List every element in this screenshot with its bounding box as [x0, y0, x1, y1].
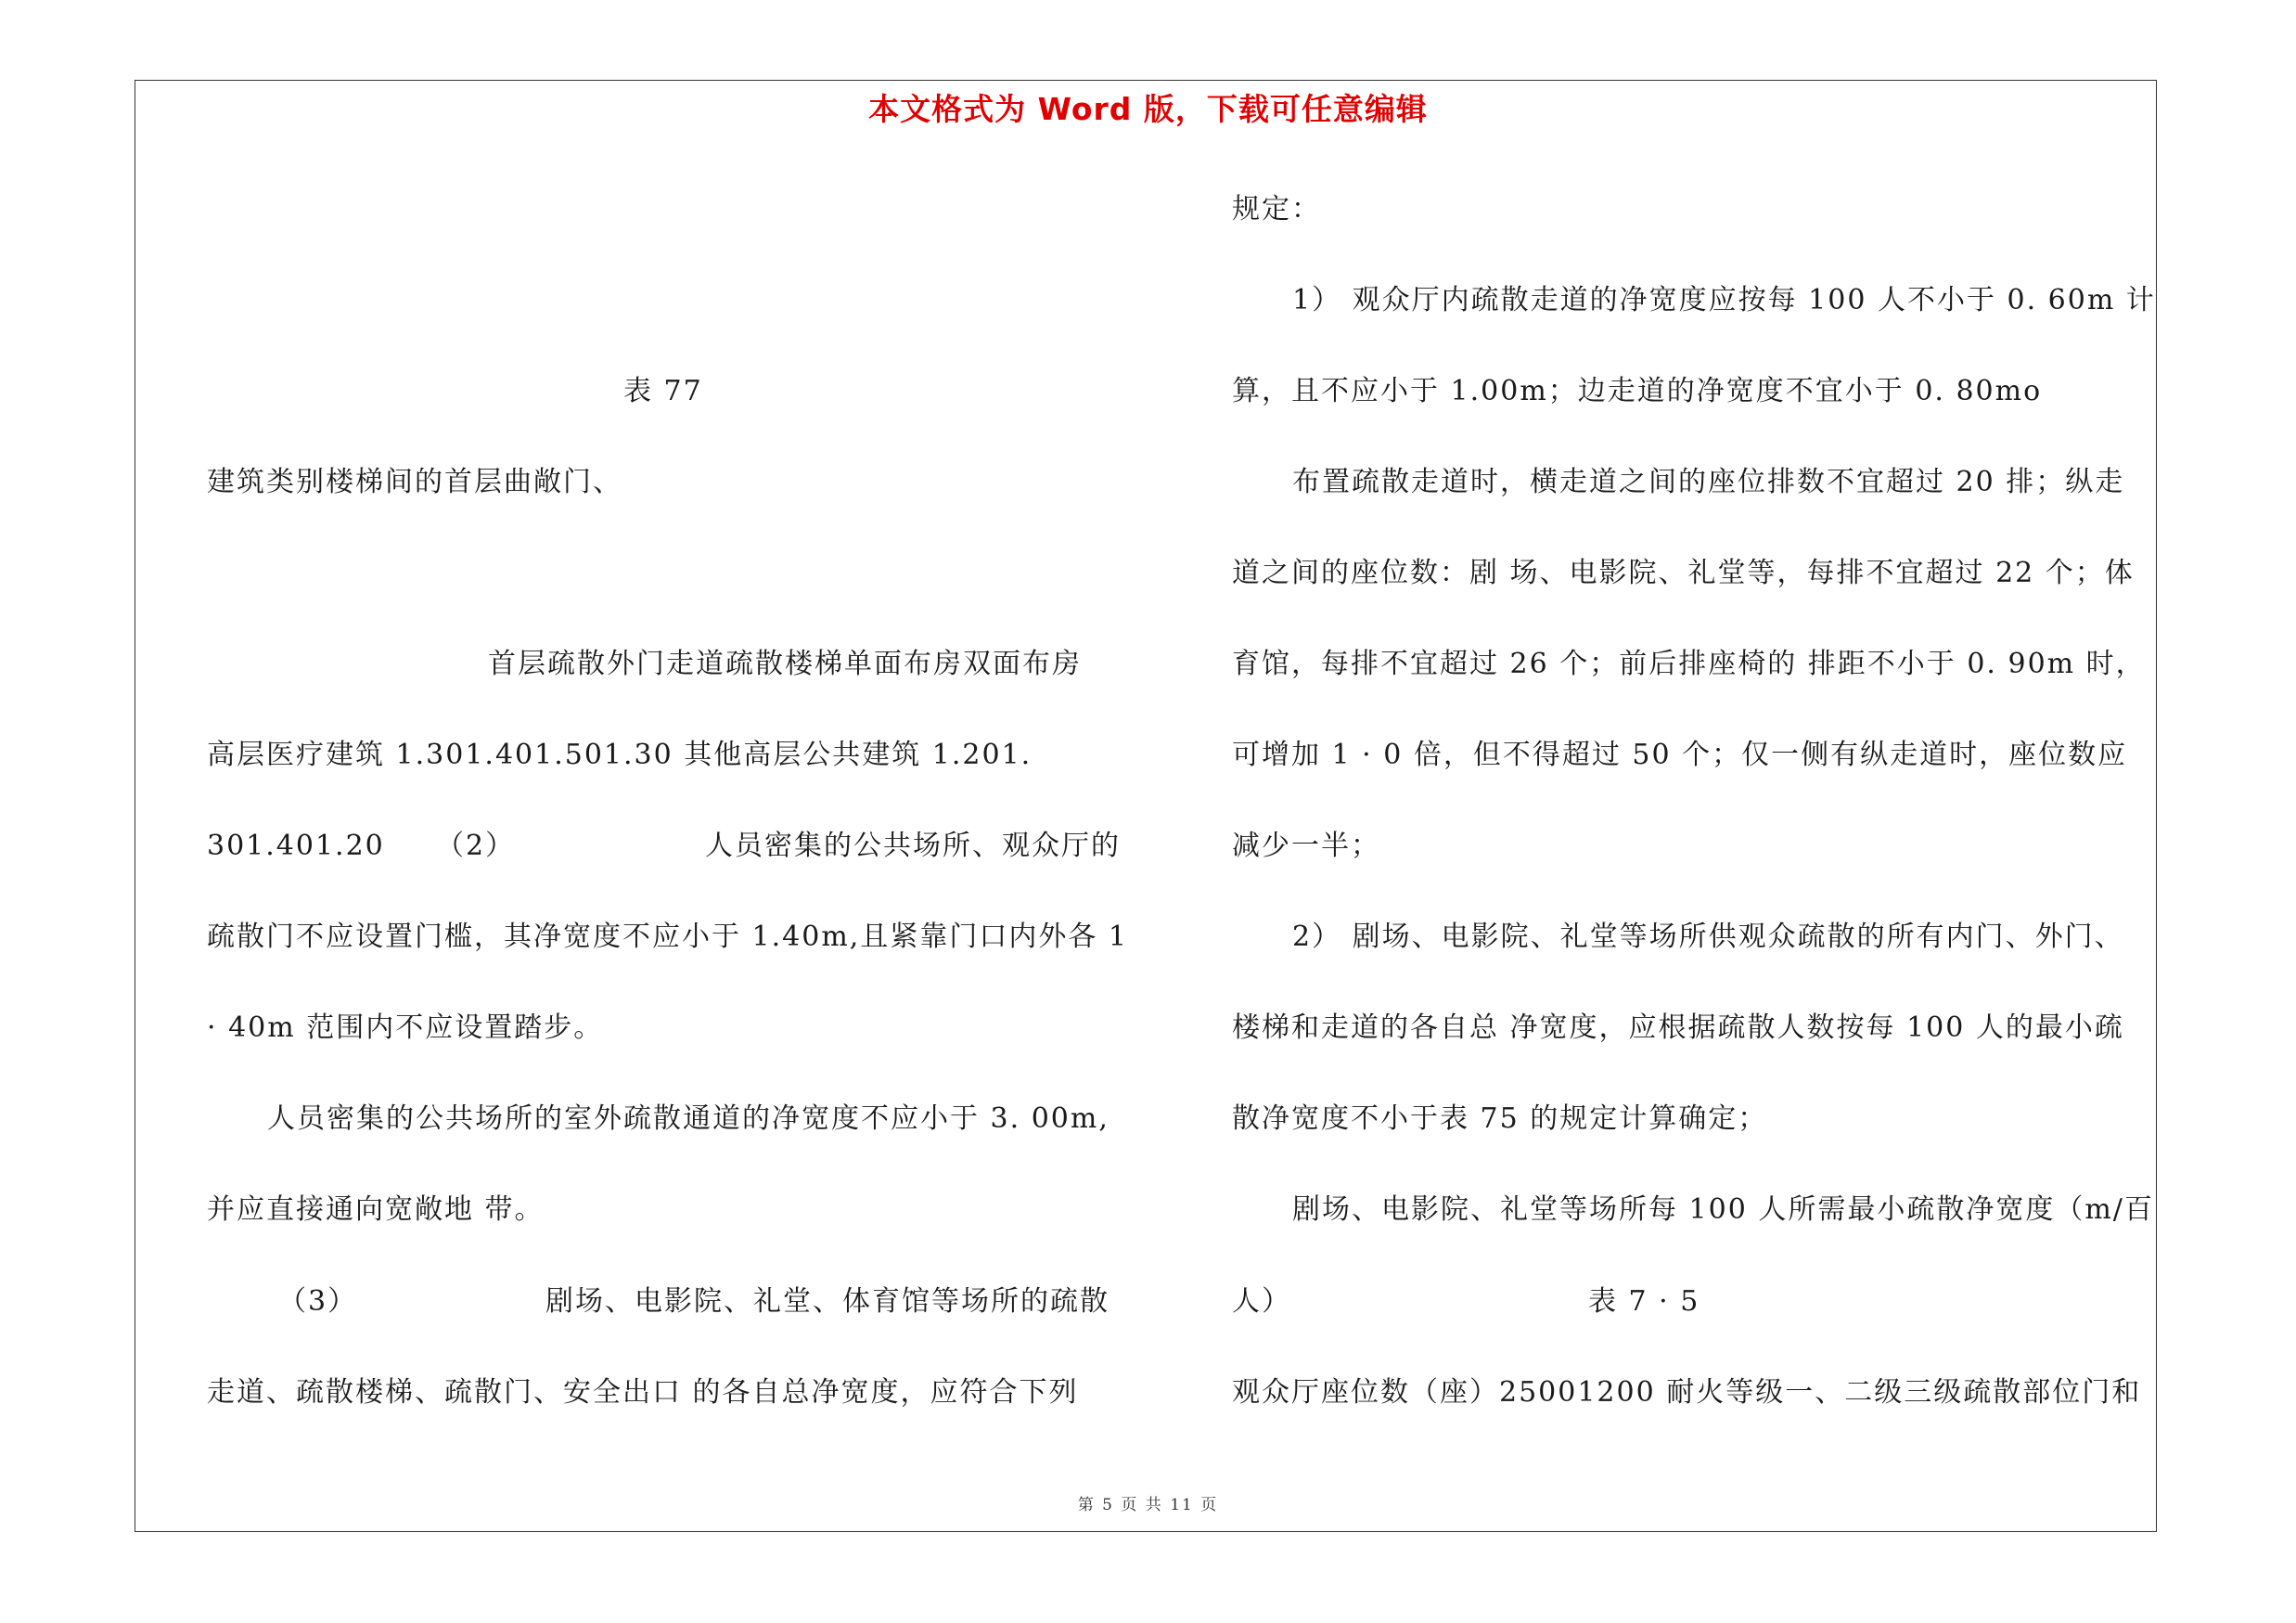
right-line-11: 散净宽度不小于表 75 的规定计算确定；	[1232, 1102, 1768, 1135]
left-line-4a: 301.401.20	[207, 830, 385, 862]
left-line-10: 走道、疏散楼梯、疏散门、安全出口 的各自总净宽度，应符合下列	[207, 1376, 1079, 1409]
left-line-4b: （2）	[436, 830, 516, 862]
left-line-1: 建筑类别楼梯间的首层曲敞门、	[207, 466, 622, 498]
table-caption-77: 表 77	[623, 375, 703, 407]
word-format-banner: 本文格式为 Word 版，下载可任意编辑	[868, 91, 1428, 127]
right-line-3: 算，且不应小于 1.00m；边走道的净宽度不宜小于 0. 80mo	[1232, 375, 2043, 407]
left-line-5: 疏散门不应设置门槛，其净宽度不应小于 1.40m,且紧靠门口内外各 1	[207, 921, 1128, 953]
right-line-2: 1） 观众厅内疏散走道的净宽度应按每 100 人不小于 0. 60m 计	[1292, 284, 2156, 316]
left-line-7: 人员密集的公共场所的室外疏散通道的净宽度不应小于 3. 00m,	[267, 1102, 1110, 1135]
table-caption-7-5: 表 7 · 5	[1588, 1285, 1700, 1318]
right-line-10: 楼梯和走道的各自总 净宽度，应根据疏散人数按每 100 人的最小疏	[1232, 1011, 2124, 1044]
left-line-2: 首层疏散外门走道疏散楼梯单面布房双面布房	[488, 648, 1082, 680]
right-line-5: 道之间的座位数：剧 场、电影院、礼堂等，每排不宜超过 22 个；体	[1232, 557, 2135, 589]
left-line-6: · 40m 范围内不应设置踏步。	[207, 1011, 604, 1044]
right-line-1: 规定：	[1232, 193, 1321, 225]
left-line-9b: 剧场、电影院、礼堂、体育馆等场所的疏散	[545, 1285, 1110, 1318]
right-line-8: 减少一半；	[1232, 830, 1380, 862]
right-line-12: 剧场、电影院、礼堂等场所每 100 人所需最小疏散净宽度（m/百	[1292, 1193, 2154, 1226]
left-line-3: 高层医疗建筑 1.301.401.501.30 其他高层公共建筑 1.201.	[207, 739, 1033, 771]
right-line-7: 可增加 1 · 0 倍，但不得超过 50 个；仅一侧有纵走道时，座位数应	[1232, 739, 2128, 771]
right-line-9: 2） 剧场、电影院、礼堂等场所供观众疏散的所有内门、外门、	[1292, 921, 2124, 953]
right-line-13a: 人）	[1232, 1285, 1291, 1318]
left-line-4c: 人员密集的公共场所、观众厅的	[705, 830, 1121, 862]
left-line-9a: （3）	[278, 1285, 358, 1318]
right-line-6: 育馆，每排不宜超过 26 个；前后排座椅的 排距不小于 0. 90m 时，	[1232, 648, 2146, 680]
left-line-8: 并应直接通向宽敞地 带。	[207, 1193, 545, 1226]
page-number-footer: 第 5 页 共 11 页	[1077, 1496, 1219, 1514]
right-line-4: 布置疏散走道时，横走道之间的座位排数不宜超过 20 排；纵走	[1292, 466, 2125, 498]
right-line-14: 观众厅座位数（座）25001200 耐火等级一、二级三级疏散部位门和	[1232, 1376, 2142, 1409]
